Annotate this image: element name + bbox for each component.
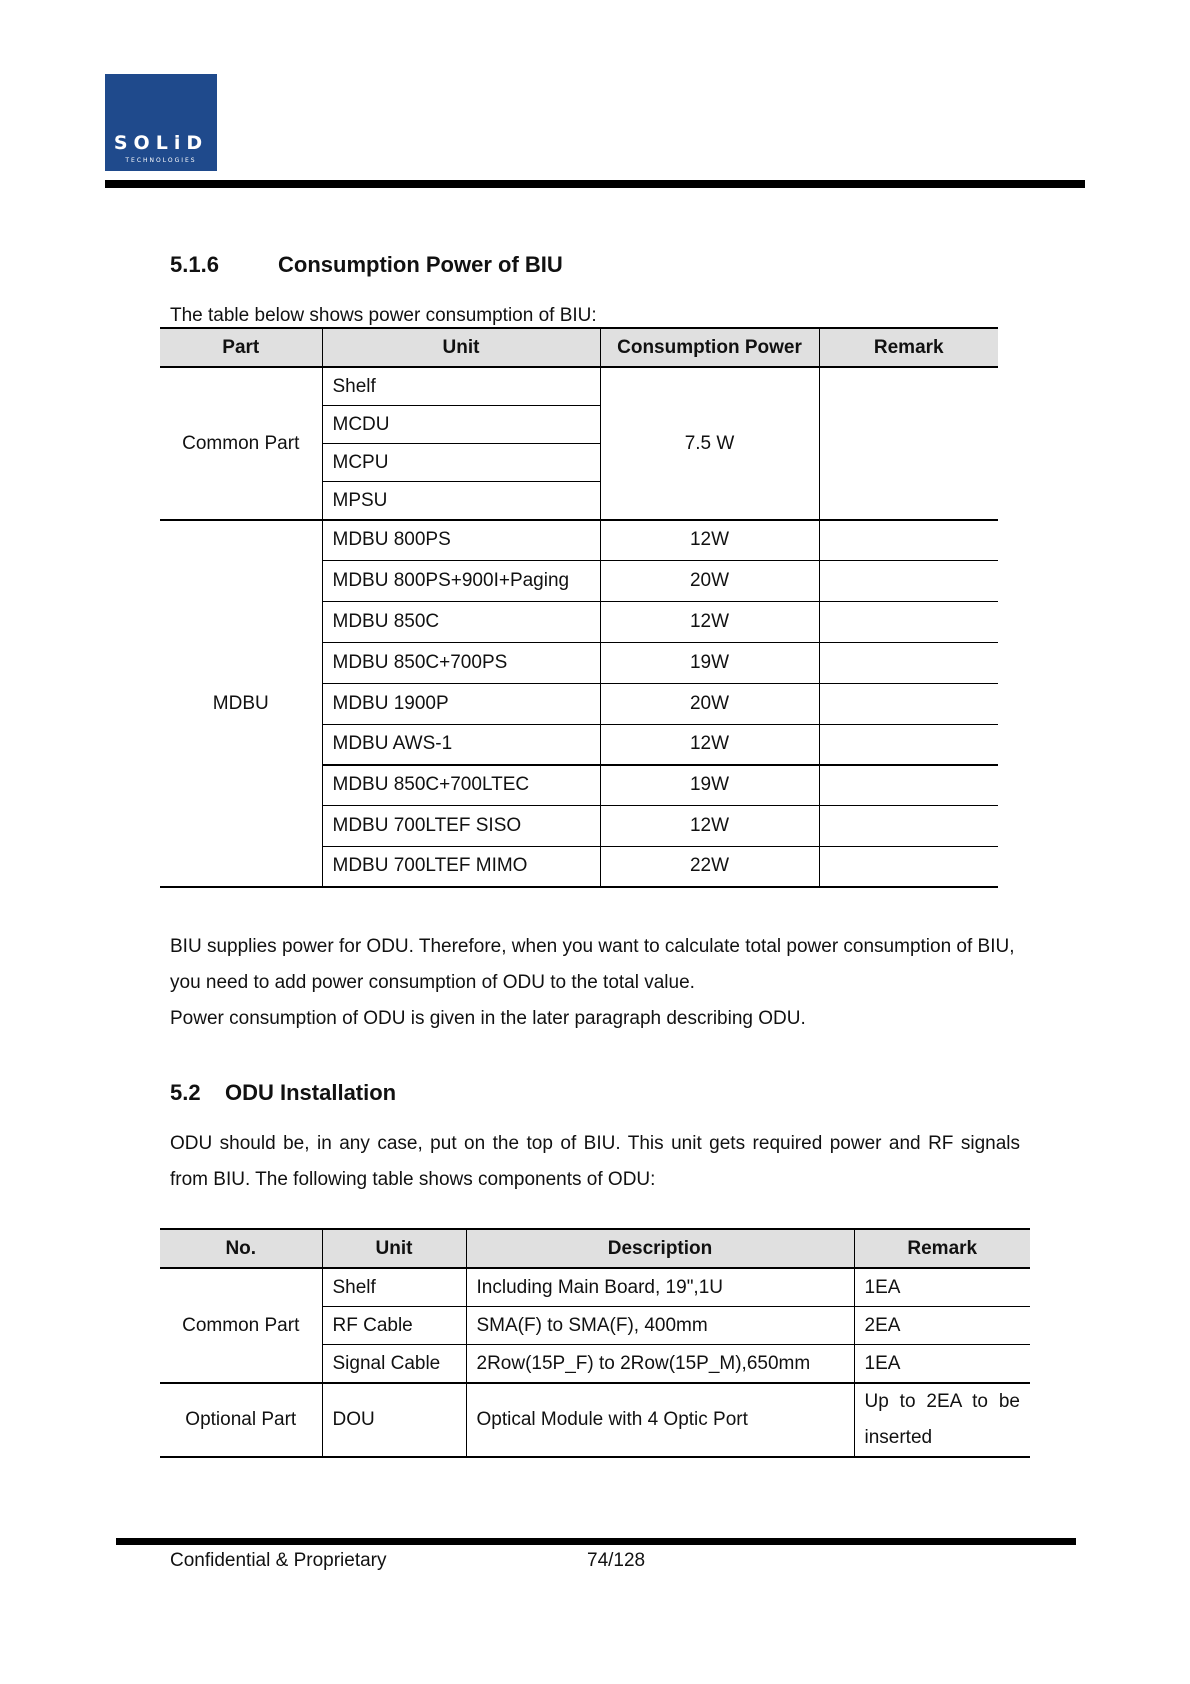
header-unit: Unit (322, 1229, 466, 1268)
remark-cell: 1EA (854, 1268, 1030, 1307)
remark-cell: 2EA (854, 1307, 1030, 1345)
table-row (160, 1268, 1030, 1307)
section-number: 5.2 (170, 1080, 201, 1105)
unit-cell: MPSU (322, 482, 600, 521)
power-cell: 20W (600, 560, 819, 601)
header-part: Part (160, 328, 322, 367)
section-number: 5.1.6 (170, 252, 219, 277)
footer-confidential: Confidential & Proprietary (170, 1550, 387, 1571)
part-common: Common Part (160, 367, 322, 520)
unit-cell: Signal Cable (322, 1345, 466, 1384)
company-logo (105, 74, 217, 171)
unit-cell: RF Cable (322, 1307, 466, 1345)
unit-cell: MDBU 850C+700PS (322, 642, 600, 683)
power-cell: 12W (600, 601, 819, 642)
unit-cell: MDBU 700LTEF SISO (322, 805, 600, 846)
section-heading-5-1-6 (170, 252, 563, 278)
table-intro: The table below shows power consumption of BIU: (170, 305, 597, 326)
remark-cell (819, 846, 998, 887)
power-common: 7.5 W (600, 367, 819, 520)
header-consumption-power: Consumption Power (600, 328, 819, 367)
paragraph-biu-power: BIU supplies power for ODU. Therefore, when you want to calculate total power consumption of BIU, you need to add power consumption of ODU to the total value. (170, 936, 1015, 993)
table-row (160, 367, 998, 406)
header-description: Description (466, 1229, 854, 1268)
header-rule (105, 180, 1085, 188)
unit-cell: Shelf (322, 1268, 466, 1307)
unit-cell: Shelf (322, 367, 600, 406)
remark-cell: 1EA (854, 1345, 1030, 1384)
table-header-row (160, 328, 998, 367)
part-common: Common Part (160, 1268, 322, 1383)
logo-subtext: TECHNOLOGIES (125, 157, 197, 164)
header-remark: Remark (819, 328, 998, 367)
table-row (160, 1383, 1030, 1457)
section-title: ODU Installation (225, 1080, 397, 1105)
part-mdbu: MDBU (160, 520, 322, 887)
logo-text: SOLiD (113, 132, 209, 154)
odu-components-table (160, 1228, 1030, 1458)
page-number: 74/128 (587, 1550, 646, 1571)
part-optional: Optional Part (160, 1383, 322, 1457)
description-cell: SMA(F) to SMA(F), 400mm (466, 1307, 854, 1345)
unit-cell: MCDU (322, 406, 600, 444)
header-no: No. (160, 1229, 322, 1268)
unit-cell: MDBU 800PS (322, 520, 600, 560)
header-remark: Remark (854, 1229, 1030, 1268)
header-unit: Unit (322, 328, 600, 367)
power-cell: 12W (600, 805, 819, 846)
power-cell: 12W (600, 520, 819, 560)
biu-power-table (160, 327, 998, 888)
unit-cell: DOU (322, 1383, 466, 1457)
table-row (160, 520, 998, 560)
paragraph-odu-power: Power consumption of ODU is given in the later paragraph describing ODU. (170, 1008, 806, 1029)
unit-cell: MDBU 850C (322, 601, 600, 642)
description-cell: Including Main Board, 19",1U (466, 1268, 854, 1307)
unit-cell: MDBU AWS-1 (322, 724, 600, 765)
section-heading-5-2 (170, 1080, 397, 1106)
remark-cell (819, 765, 998, 805)
remark-cell (819, 367, 998, 520)
table-header-row (160, 1229, 1030, 1268)
remark-cell (819, 805, 998, 846)
remark-cell (819, 560, 998, 601)
power-cell: 20W (600, 683, 819, 724)
remark-cell (819, 601, 998, 642)
section-title: Consumption Power of BIU (278, 252, 563, 277)
unit-cell: MDBU 850C+700LTEC (322, 765, 600, 805)
power-cell: 12W (600, 724, 819, 765)
remark-cell: Up to 2EA to be inserted (854, 1383, 1030, 1457)
paragraph-odu-intro: ODU should be, in any case, put on the top of BIU. This unit gets required power and RF signals from BIU. The following table shows components of ODU: (170, 1133, 1020, 1190)
remark-cell (819, 683, 998, 724)
unit-cell: MDBU 1900P (322, 683, 600, 724)
unit-cell: MDBU 800PS+900I+Paging (322, 560, 600, 601)
power-cell: 19W (600, 642, 819, 683)
description-cell: Optical Module with 4 Optic Port (466, 1383, 854, 1457)
footer-rule (116, 1538, 1076, 1545)
remark-cell (819, 724, 998, 765)
unit-cell: MCPU (322, 444, 600, 482)
remark-cell (819, 520, 998, 560)
power-cell: 19W (600, 765, 819, 805)
unit-cell: MDBU 700LTEF MIMO (322, 846, 600, 887)
description-cell: 2Row(15P_F) to 2Row(15P_M),650mm (466, 1345, 854, 1384)
remark-cell (819, 642, 998, 683)
power-cell: 22W (600, 846, 819, 887)
